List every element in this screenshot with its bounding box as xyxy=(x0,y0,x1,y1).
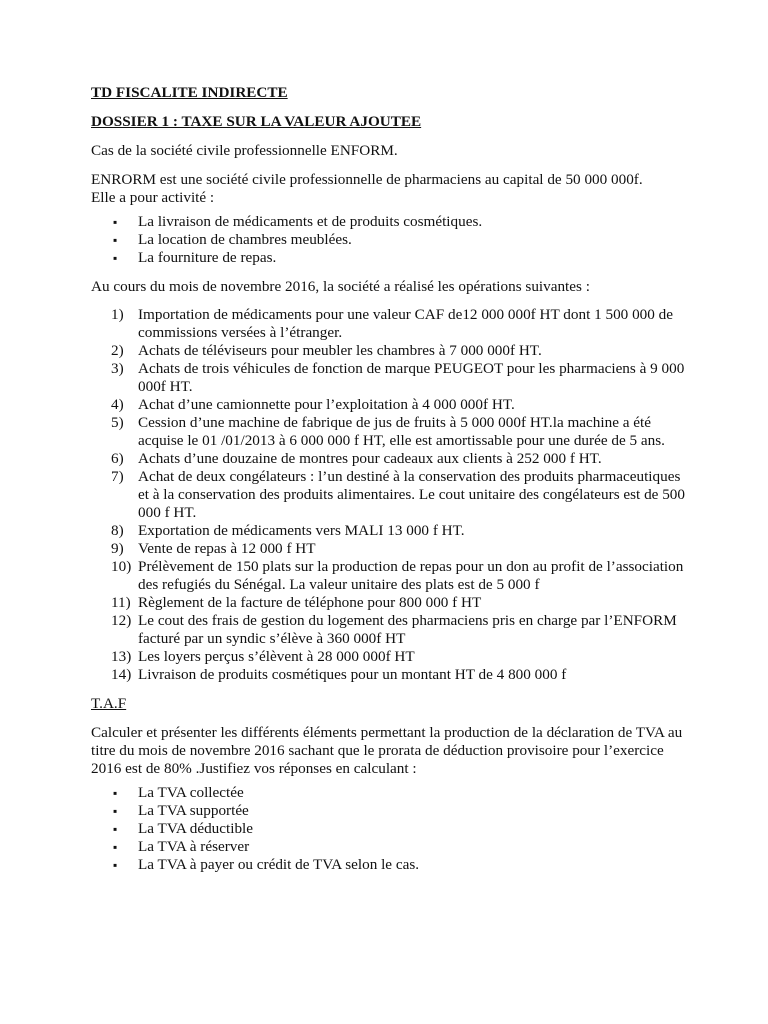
item-text: Le cout des frais de gestion du logement des pharmaciens pris en charge par l’ENFORM facturé par un syndic s’élève à 360 000f HT xyxy=(138,612,677,647)
list-item xyxy=(91,648,691,666)
item-number: 11) xyxy=(111,594,131,611)
item-number: 4) xyxy=(111,396,124,413)
intro-line-1: ENRORM est une société civile professionnelle de pharmaciens au capital de 50 000 000f. xyxy=(91,171,643,188)
item-text: Livraison de produits cosmétiques pour un montant HT de 4 800 000 f xyxy=(138,666,567,683)
operations-intro: Au cours du mois de novembre 2016, la société a réalisé les opérations suivantes : xyxy=(91,278,590,295)
list-item xyxy=(91,522,691,540)
item-text: Cession d’une machine de fabrique de jus de fruits à 5 000 000f HT.la machine a été acquise le 01 /01/2013 à 6 000 000 f HT, elle est amortissable pour une durée de 5 ans. xyxy=(138,414,665,449)
item-text: Achats de téléviseurs pour meubler les chambres à 7 000 000f HT. xyxy=(138,342,542,359)
taf-list xyxy=(91,784,691,874)
list-item: ▪ La TVA à réserver xyxy=(91,838,691,856)
item-text: Achat de deux congélateurs : l’un destiné à la conservation des produits pharmaceutiques et à la conservation des produits alimentaires. Le cout unitaire des congélateurs est de 500 000 f HT. xyxy=(138,468,685,521)
document-title: TD FISCALITE INDIRECTE xyxy=(91,84,288,101)
list-item xyxy=(91,540,691,558)
item-text: Règlement de la facture de téléphone pour 800 000 f HT xyxy=(138,594,482,611)
list-item xyxy=(91,666,691,684)
item-number: 9) xyxy=(111,540,124,557)
item-text: Exportation de médicaments vers MALI 13 000 f HT. xyxy=(138,522,465,539)
item-number: 7) xyxy=(111,468,124,485)
item-number: 5) xyxy=(111,414,124,431)
dossier-title: DOSSIER 1 : TAXE SUR LA VALEUR AJOUTEE xyxy=(91,113,422,130)
item-number: 14) xyxy=(111,666,132,683)
list-item: ▪ La TVA collectée xyxy=(91,784,691,802)
item-number: 13) xyxy=(111,648,132,665)
intro-line-2: Elle a pour activité : xyxy=(91,189,215,206)
list-item xyxy=(91,594,691,612)
item-number: 1) xyxy=(111,306,124,323)
list-item: ▪ La livraison de médicaments et de produits cosmétiques. xyxy=(91,213,691,231)
item-number: 8) xyxy=(111,522,124,539)
item-text: Achats de trois véhicules de fonction de marque PEUGEOT pour les pharmaciens à 9 000 000f HT. xyxy=(138,360,685,395)
list-item xyxy=(91,306,691,342)
list-item xyxy=(91,414,691,450)
taf-heading: T.A.F xyxy=(91,695,127,712)
list-item xyxy=(91,396,691,414)
list-item xyxy=(91,360,691,396)
list-item: ▪ La TVA déductible xyxy=(91,820,691,838)
item-text: Les loyers perçus s’élèvent à 28 000 000f HT xyxy=(138,648,415,665)
document-page xyxy=(91,84,691,874)
item-number: 2) xyxy=(111,342,124,359)
item-text: Vente de repas à 12 000 f HT xyxy=(138,540,316,557)
list-item: ▪ La TVA à payer ou crédit de TVA selon le cas. xyxy=(91,856,691,874)
item-text: Prélèvement de 150 plats sur la production de repas pour un don au profit de l’association des refugiés du Sénégal. La valeur unitaire des plats est de 5 000 f xyxy=(138,558,684,593)
item-text: Importation de médicaments pour une valeur CAF de12 000 000f HT dont 1 500 000 de commissions versées à l’étranger. xyxy=(138,306,673,341)
taf-text: Calculer et présenter les différents éléments permettant la production de la déclaration de TVA au titre du mois de novembre 2016 sachant que le prorata de déduction provisoire pour l’exercice 2016 est de 80% .Justifiez vos réponses en calculant : xyxy=(91,724,683,777)
case-line: Cas de la société civile professionnelle ENFORM. xyxy=(91,142,398,159)
item-number: 12) xyxy=(111,612,132,629)
list-item: ▪ La TVA supportée xyxy=(91,802,691,820)
list-item xyxy=(91,450,691,468)
operations-list xyxy=(91,306,691,684)
list-item: ▪ La location de chambres meublées. xyxy=(91,231,691,249)
item-text: Achat d’une camionnette pour l’exploitation à 4 000 000f HT. xyxy=(138,396,515,413)
item-number: 3) xyxy=(111,360,124,377)
item-number: 6) xyxy=(111,450,124,467)
list-item: ▪ La fourniture de repas. xyxy=(91,249,691,267)
activities-list xyxy=(91,213,691,267)
list-item xyxy=(91,468,691,522)
list-item xyxy=(91,558,691,594)
list-item xyxy=(91,612,691,648)
item-number: 10) xyxy=(111,558,132,575)
list-item xyxy=(91,342,691,360)
item-text: Achats d’une douzaine de montres pour cadeaux aux clients à 252 000 f HT. xyxy=(138,450,602,467)
